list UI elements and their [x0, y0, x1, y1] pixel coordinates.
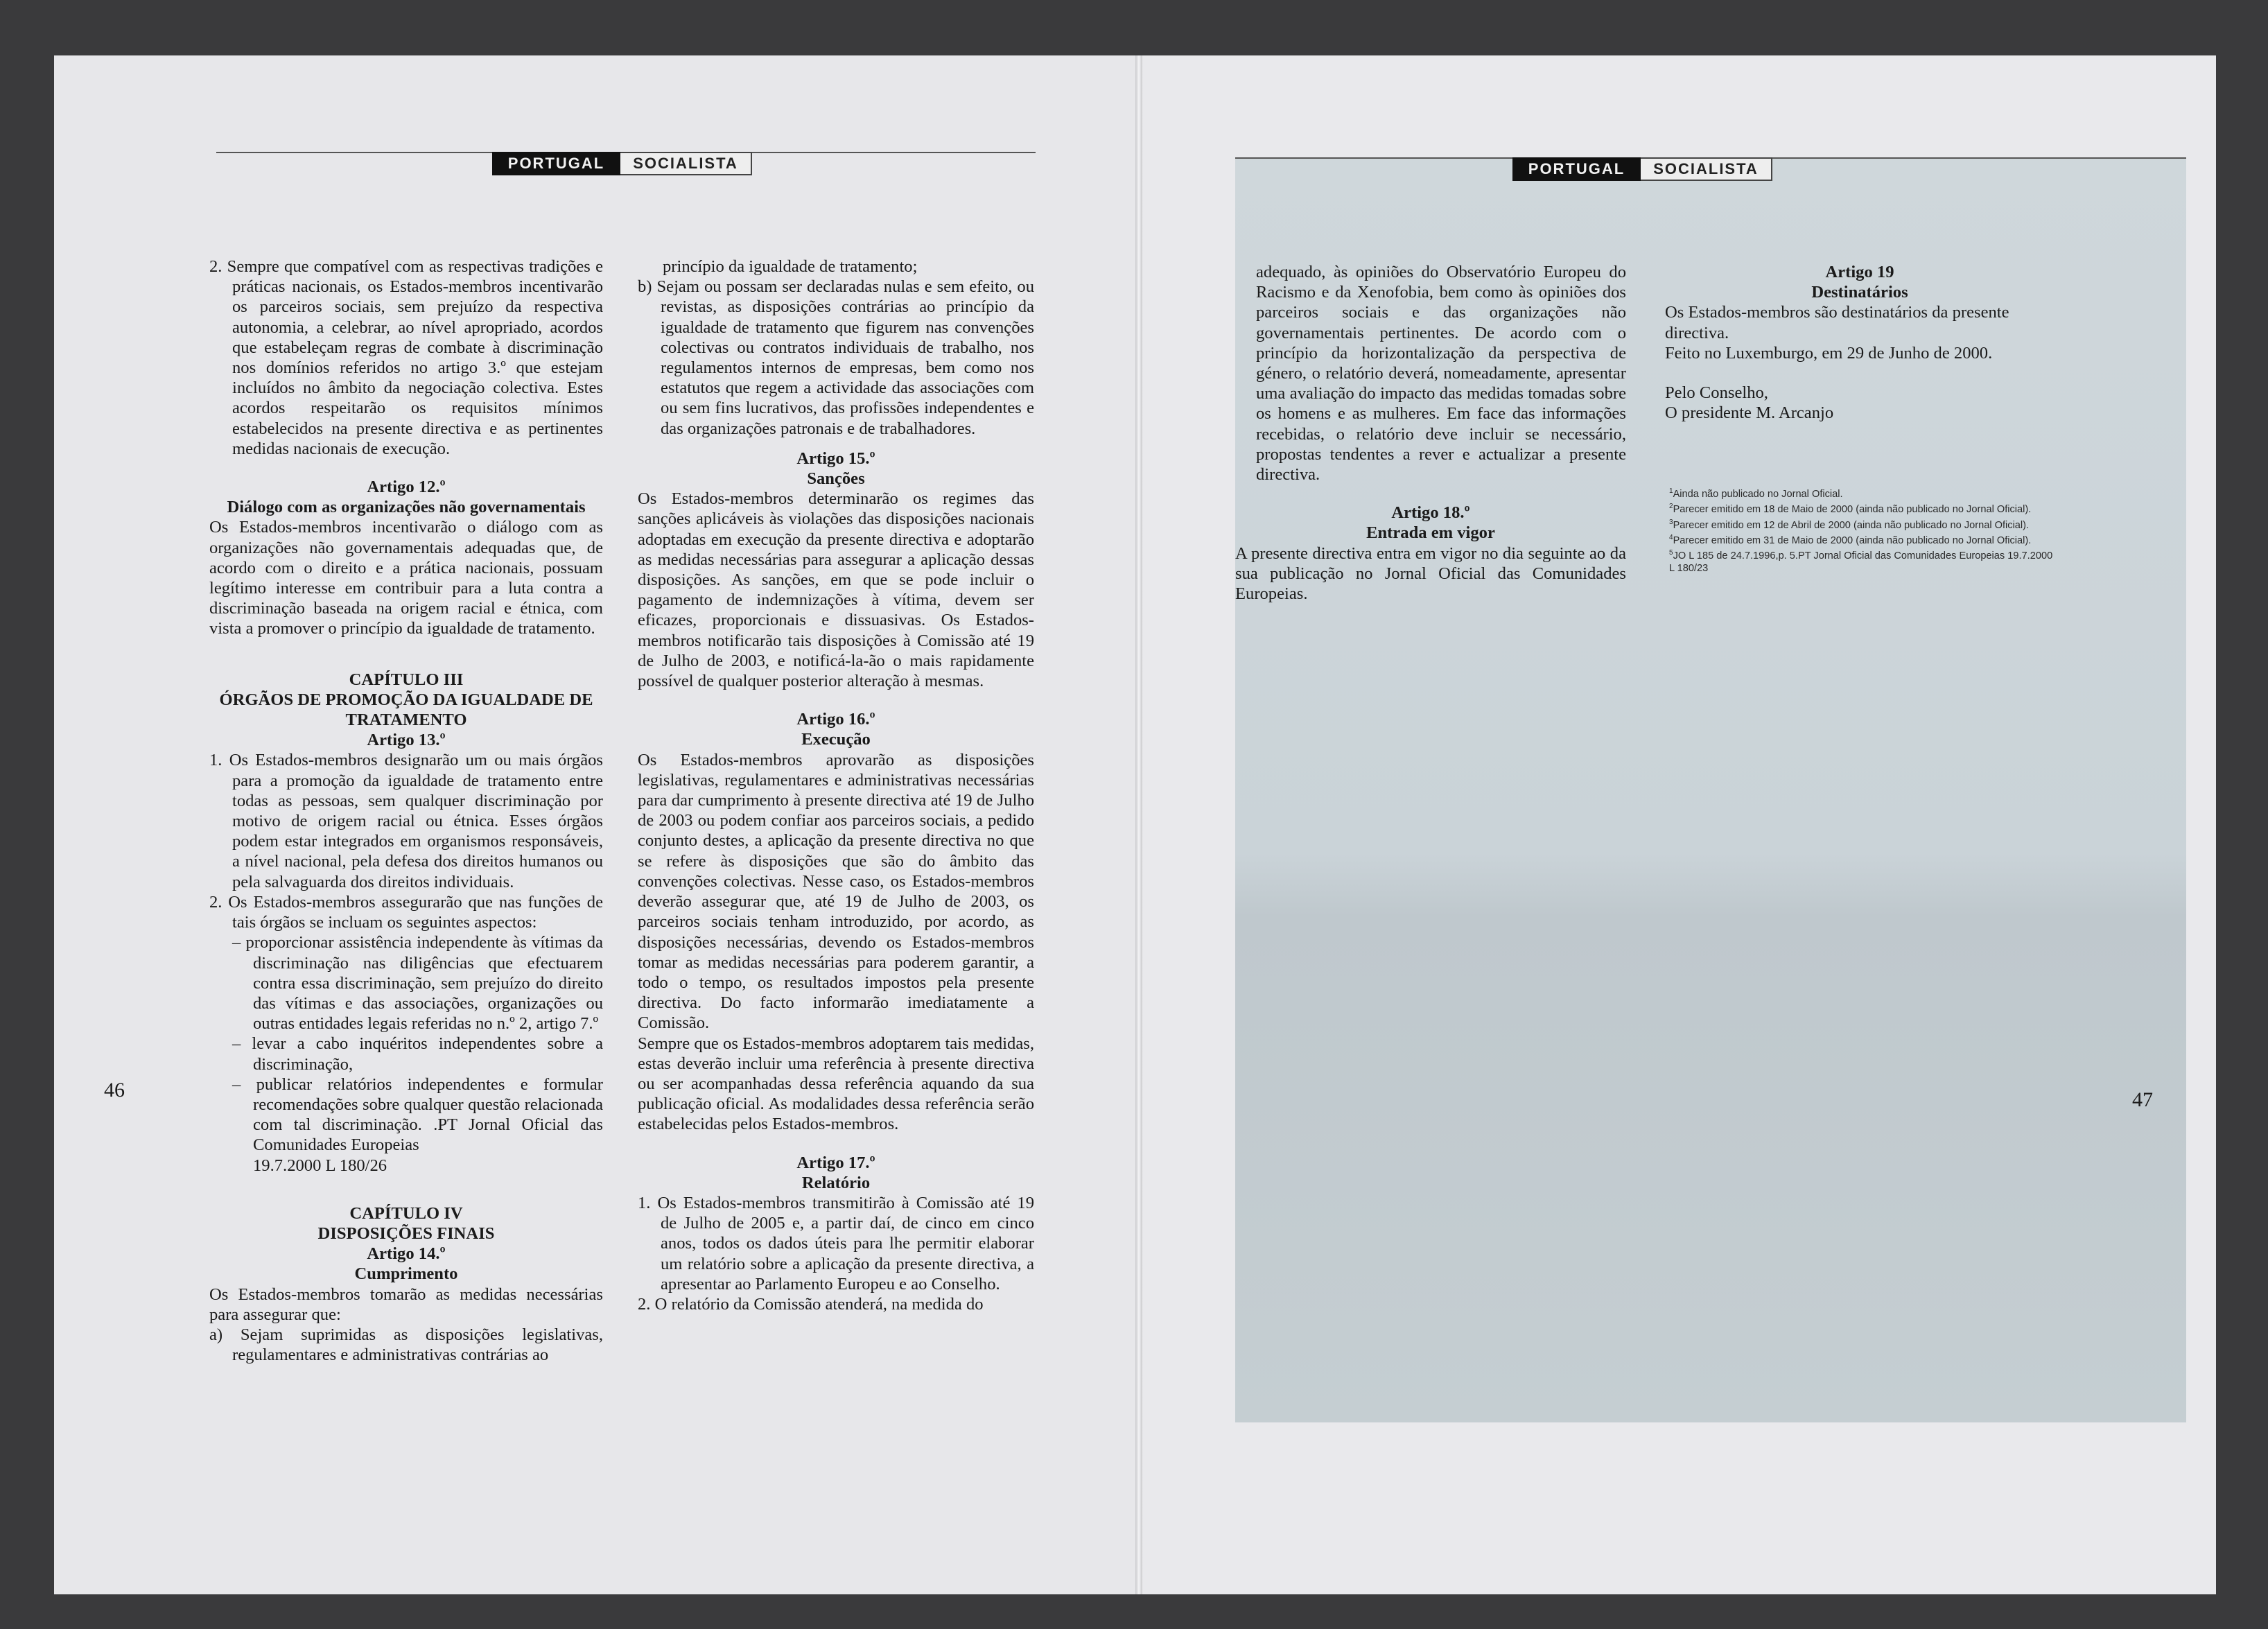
dash-item: – levar a cabo inquéritos independentes sobre a discriminação,: [232, 1034, 603, 1074]
article-title: Artigo 16.º: [796, 710, 875, 729]
chapter-subtitle: TRATAMENTO: [345, 711, 467, 730]
paragraph: Sempre que os Estados-membros adoptarem tais medidas, estas deverão incluir uma referência à presente directiva ou ser acompanhadas dessa referência aquando da sua publicação oficial. As modalidades dessa referência serão estabelecidas pelos Estados-membros.: [638, 1034, 1034, 1134]
chapter-subtitle: DISPOSIÇÕES FINAIS: [317, 1223, 495, 1243]
journal-reference: 19.7.2000 L 180/26: [253, 1156, 387, 1175]
article-subtitle: Cumprimento: [354, 1264, 458, 1284]
right-column-2: [1665, 262, 2055, 423]
footnotes: [1669, 485, 2057, 575]
paragraph: Feito no Luxemburgo, em 29 de Junho de 2000.: [1665, 343, 1993, 363]
dash-item: – publicar relatórios independentes e formular recomendações sobre qualquer questão relacionada com tal discriminação. .PT Jornal Oficial das Comunidades Europeias: [232, 1074, 603, 1155]
paragraph: 2. Sempre que compatível com as respectivas tradições e práticas nacionais, os Estados-membros incentivarão os parceiros sociais, sem prejuízo da respectiva autonomia, a celebrar, ao nível apropriado, acordos que estabeleçam regras de combate à discriminação nos domínios referidos no artigo 3.º que estejam incluídos no âmbito da negociação colectiva. Estes acordos respeitarão os requisitos mínimos estabelecidos na presente directiva e as pertinentes medidas nacionais de execução.: [209, 257, 603, 458]
lettered-paragraph: a) Sejam suprimidas as disposições legislativas, regulamentares e administrativas contrárias ao: [209, 1325, 603, 1365]
article-subtitle: Destinatários: [1811, 283, 1908, 302]
right-column-1: [1235, 262, 1626, 604]
article-subtitle: Execução: [801, 730, 871, 749]
page-number-left: 46: [104, 1079, 125, 1101]
article-title: Artigo 12.º: [367, 478, 446, 497]
article-subtitle: Diálogo com as organizações não governamentais: [227, 498, 586, 517]
numbered-paragraph: 1. Os Estados-membros transmitirão à Comissão até 19 de Julho de 2005 e, a partir daí, de cinco em cinco anos, todos os dados úteis para lhe permitir elaborar um relatório sobre a aplicação da presente directiva, a apresentar ao Parlamento Europeu e ao Conselho.: [638, 1193, 1034, 1293]
masthead-word-portugal: PORTUGAL: [1512, 157, 1641, 181]
article-title: Artigo 13.º: [367, 731, 446, 750]
left-column-2: [638, 256, 1034, 1314]
lettered-paragraph: b) Sejam ou possam ser declaradas nulas e sem efeito, ou revistas, as disposições contrárias ao princípio da igualdade de tratamento que figurem nas convenções colectivas ou contratos individuais de trabalho, nos regulamentos internos de empresas, bem como nos estatutos que regem a actividade das associações com ou sem fins lucrativos, das profissões independentes e das organizações patronais e de trabalhadores.: [638, 277, 1034, 438]
paragraph: A presente directiva entra em vigor no dia seguinte ao da sua publicação no Jornal Oficial das Comunidades Europeias.: [1235, 543, 1626, 604]
masthead-word-portugal: PORTUGAL: [492, 152, 620, 175]
footnote: $^2$Parecer emitido em 18 de Maio de 2000 (ainda não publicado no Jornal Oficial).: [1669, 503, 2032, 516]
article-subtitle: Sanções: [807, 469, 865, 489]
article-subtitle: Entrada em vigor: [1366, 523, 1495, 543]
chapter-subtitle: ÓRGÃOS DE PROMOÇÃO DA IGUALDADE DE: [219, 690, 593, 709]
numbered-paragraph: 2. Os Estados-membros assegurarão que nas funções de tais órgãos se incluam os seguintes aspectos:: [209, 892, 603, 932]
numbered-paragraph: 2. O relatório da Comissão atenderá, na medida do: [638, 1294, 984, 1314]
footnote: $^4$Parecer emitido em 31 de Maio de 2000 (ainda não publicado no Jornal Oficial).: [1669, 534, 2032, 546]
article-title: Artigo 19: [1825, 263, 1894, 281]
article-subtitle: Relatório: [801, 1173, 871, 1192]
footnote: $^3$Parecer emitido em 12 de Abril de 2000 (ainda não publicado no Jornal Oficial).: [1669, 518, 2030, 531]
paragraph: Os Estados-membros tomarão as medidas necessárias para assegurar que:: [209, 1284, 603, 1324]
article-title: Artigo 15.º: [796, 448, 875, 468]
paragraph: Os Estados-membros são destinatários da presente directiva.: [1665, 303, 2009, 342]
chapter-title: CAPÍTULO IV: [349, 1203, 463, 1223]
masthead-right: [1512, 157, 1772, 181]
left-column-1: [209, 256, 603, 1365]
paragraph: adequado, às opiniões do Observatório Europeu do Racismo e da Xenofobia, bem como às opiniões dos parceiros sociais e das organizações não governamentais pertinentes. De acordo com o princípio da horizontalização da perspectiva de género, o relatório deverá, nomeadamente, apresentar uma avaliação do impacto das medidas tomadas sobre os homens e as mulheres. Em face das informações recebidas, o relatório deve incluir se necessário, propostas tendentes a rever e actualizar a presente directiva.: [1256, 263, 1626, 485]
masthead-word-socialista: SOCIALISTA: [620, 152, 752, 175]
footnote: $^1$Ainda não publicado no Jornal Oficial.: [1669, 487, 1843, 500]
binding-spine: [1135, 55, 1142, 1594]
masthead-word-socialista: SOCIALISTA: [1641, 157, 1772, 181]
page-number-right: 47: [2132, 1088, 2153, 1111]
paragraph: Os Estados-membros determinarão os regimes das sanções aplicáveis às violações das disposições nacionais adoptadas em execução da presente directiva e adoptarão as medidas necessárias para assegurar a aplicação dessas disposições. As sanções, em que se pode incluir o pagamento de indemnizações à vítima, devem ser eficazes, proporcionais e dissuasivas. Os Estados-membros notificarão tais disposições à Comissão até 19 de Julho de 2003, e notificá-la-ão o mais rapidamente possível de qualquer posterior alteração à mesmas.: [638, 489, 1034, 691]
article-title: Artigo 14.º: [367, 1244, 446, 1264]
article-title: Artigo 17.º: [796, 1153, 875, 1172]
dash-item: – proporcionar assistência independente às vítimas da discriminação nas diligências que efectuarem contra essa discriminação, sem prejuízo do direito das vítimas e das associações, organizações ou outras entidades legais referidas no n.º 2, artigo 7.º: [232, 933, 603, 1034]
signature-line: O presidente M. Arcanjo: [1665, 403, 1834, 423]
masthead-left: [492, 152, 752, 175]
numbered-paragraph: 1. Os Estados-membros designarão um ou mais órgãos para a promoção da igualdade de tratamento entre todas as pessoas, sem qualquer discriminação por motivo de origem racial ou étnica. Esses órgãos podem estar integrados em organismos responsáveis, a nível nacional, pela defesa dos direitos humanos ou pela salvaguarda dos direitos individuais.: [209, 751, 603, 891]
footnote: $^5$JO L 185 de 24.7.1996,p. 5.PT Jornal Oficial das Comunidades Europeias 19.7.2000 L 180/23: [1669, 549, 2053, 574]
paragraph: Os Estados-membros incentivarão o diálogo com as organizações não governamentais adequadas que, de acordo com o direito e a prática nacionais, possuam legítimo interesse em contribuir para a luta contra a discriminação baseada na origem racial e étnica, com vista a promover o princípio da igualdade de tratamento.: [209, 518, 603, 638]
chapter-title: CAPÍTULO III: [349, 670, 464, 689]
article-title: Artigo 18.º: [1391, 503, 1470, 523]
paragraph: princípio da igualdade de tratamento;: [663, 257, 918, 276]
signature-line: Pelo Conselho,: [1665, 383, 1768, 403]
paragraph: Os Estados-membros aprovarão as disposições legislativas, regulamentares e administrativas necessárias para dar cumprimento à presente directiva até 19 de Julho de 2003 ou podem confiar aos parceiros sociais, a pedido conjunto destes, a aplicação da presente directiva no que se refere às disposições que são do âmbito das convenções colectivas. Nesse caso, os Estados-membros deverão assegurar que, até 19 de Julho de 2003, os parceiros sociais tenham introduzido, por acordo, as disposições necessárias, devendo os Estados-membros tomar as medidas necessárias para poderem garantir, a todo o tempo, os resultados impostos pela presente directiva. Do facto informarão imediatamente a Comissão.: [638, 750, 1034, 1033]
